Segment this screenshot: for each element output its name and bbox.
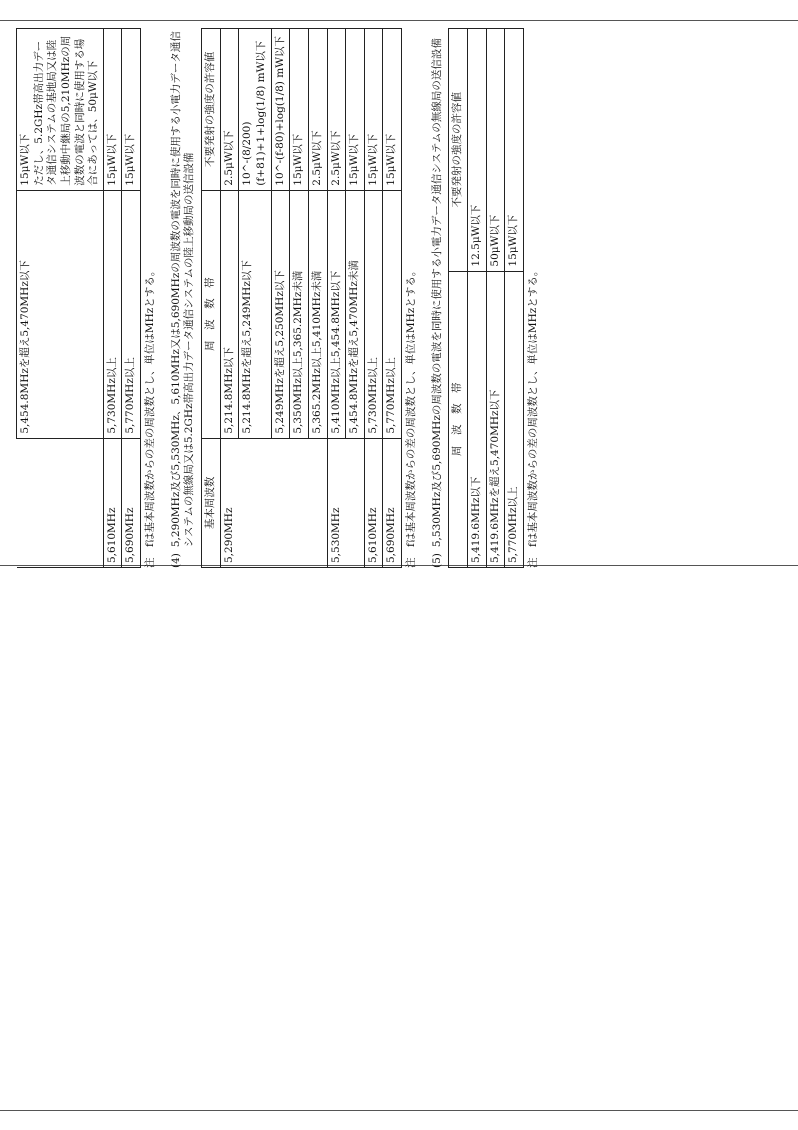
section-title: 5,530MHz及び5,690MHzの周波数の電波を同時に使用する小電力データ通信システムの無線局の送信設備: [430, 38, 443, 548]
base-frequency-cell: 5,610MHz: [103, 438, 122, 567]
limit-cell: 2.5μW以下: [308, 29, 327, 191]
limit-cell: 15μW以下: [122, 29, 141, 191]
limit-cell: 50μW以下: [486, 29, 505, 272]
limit-cell: 12.5μW以下: [468, 29, 487, 272]
table-row: [103, 29, 122, 568]
continuation-table: [16, 28, 141, 568]
section-4-table: [201, 28, 402, 568]
frequency-band-cell: 5,214.8MHzを超え5,249MHz以下: [239, 190, 271, 438]
limit-cell: 15μW以下: [290, 29, 309, 191]
section-5: [431, 28, 445, 568]
section-4: [170, 28, 197, 568]
table-row: [505, 29, 524, 568]
section-heading: [431, 28, 445, 568]
limit-cell: 2.5μW以下: [220, 29, 239, 191]
frequency-band-cell: 5,770MHz以上: [383, 190, 402, 438]
header-limit: 不要発射の強度の許容値: [202, 29, 221, 191]
limit-cell: 15μW以下: [505, 29, 524, 272]
frequency-band-cell: 5,350MHz以上5,365.2MHz未満: [290, 190, 309, 438]
limit-cell: 2.5μW以下: [327, 29, 346, 191]
limit-cell: 15μW以下: [346, 29, 365, 191]
frequency-band-cell: 5,730MHz以上: [364, 190, 383, 438]
table-row: [468, 29, 487, 568]
frequency-band-cell: 5,730MHz以上: [103, 190, 122, 438]
base-frequency-cell: 5,610MHz: [364, 438, 383, 567]
table-row: [327, 29, 346, 568]
limit-cell: 15μW以下: [364, 29, 383, 191]
top-rule: [0, 20, 798, 21]
frequency-band-cell: 5,454.8MHzを超え5,470MHz以下: [17, 190, 104, 438]
bottom-rule: [0, 1110, 798, 1111]
base-frequency-cell: 5,530MHz: [327, 438, 364, 567]
section-heading: [170, 28, 197, 568]
section-number: (4): [169, 553, 182, 568]
table-row: [17, 29, 104, 568]
table-row: [383, 29, 402, 568]
table-header-row: [449, 29, 468, 568]
table-row: [364, 29, 383, 568]
limit-cell: 15μW以下: [383, 29, 402, 191]
section-title: 5,290MHz及び5,530MHz、5,610MHz又は5,690MHzの周波数の電波を同時に使用する小電力データ通信システムの無線局又は5.2GHz帯高出力データ通信システムの陸上移動局の送信設備: [169, 31, 196, 548]
limit-cell: 10^-(f-80)+log(1/8) mW以下: [271, 29, 290, 191]
frequency-band-cell: 5,419.6MHzを超え5,470MHz以下: [486, 271, 505, 567]
table-row: [220, 29, 239, 568]
header-frequency-band: 周 波 数 帯: [449, 271, 468, 567]
base-frequency-cell: 5,690MHz: [122, 438, 141, 567]
frequency-band-cell: 5,454.8MHzを超え5,470MHz未満: [346, 190, 365, 438]
section-5-table: [448, 28, 524, 568]
frequency-band-cell: 5,214.8MHz以下: [220, 190, 239, 438]
note-text: 注 fは基本周波数からの差の周波数とし、単位はMHzとする。: [405, 265, 418, 568]
section-number: (5): [430, 553, 443, 568]
header-base-frequency: 基本周波数: [202, 438, 221, 567]
limit-cell: 10^-(8/200)(f+81)+1+log(1/8) mW以下: [239, 29, 271, 191]
header-limit: 不要発射の強度の許容値: [449, 29, 468, 272]
base-frequency-cell: [17, 438, 104, 567]
table-row: [486, 29, 505, 568]
table-row: [122, 29, 141, 568]
note-text: 注 fは基本周波数からの差の周波数とし、単位はMHzとする。: [526, 265, 539, 568]
note-text: 注 fは基本周波数からの差の周波数とし、単位はMHzとする。: [144, 265, 157, 568]
frequency-band-cell: 5,249MHzを超え5,250MHz以下: [271, 190, 290, 438]
frequency-band-cell: 5,365.2MHz以上5,410MHz未満: [308, 190, 327, 438]
frequency-band-cell: 5,770MHz以上: [505, 271, 524, 567]
base-frequency-cell: 5,690MHz: [383, 438, 402, 567]
table-header-row: [202, 29, 221, 568]
limit-cell: 15μW以下: [103, 29, 122, 191]
limit-text: 15μW以下 ただし、5.2GHz帯高出力データ通信システムの基地局又は陸上移動中継局の5,210MHzの周波数の電波と同時に使用する場合にあっては、50μW以下: [19, 35, 100, 186]
rotated-page-content: [16, 28, 784, 568]
base-frequency-cell: 5,290MHz: [220, 438, 327, 567]
frequency-band-cell: 5,770MHz以上: [122, 190, 141, 438]
limit-cell: [17, 29, 104, 191]
header-frequency-band: 周 波 数 帯: [202, 190, 221, 438]
frequency-band-cell: 5,419.6MHz以下: [468, 271, 487, 567]
frequency-band-cell: 5,410MHz以上5,454.8MHz以下: [327, 190, 346, 438]
